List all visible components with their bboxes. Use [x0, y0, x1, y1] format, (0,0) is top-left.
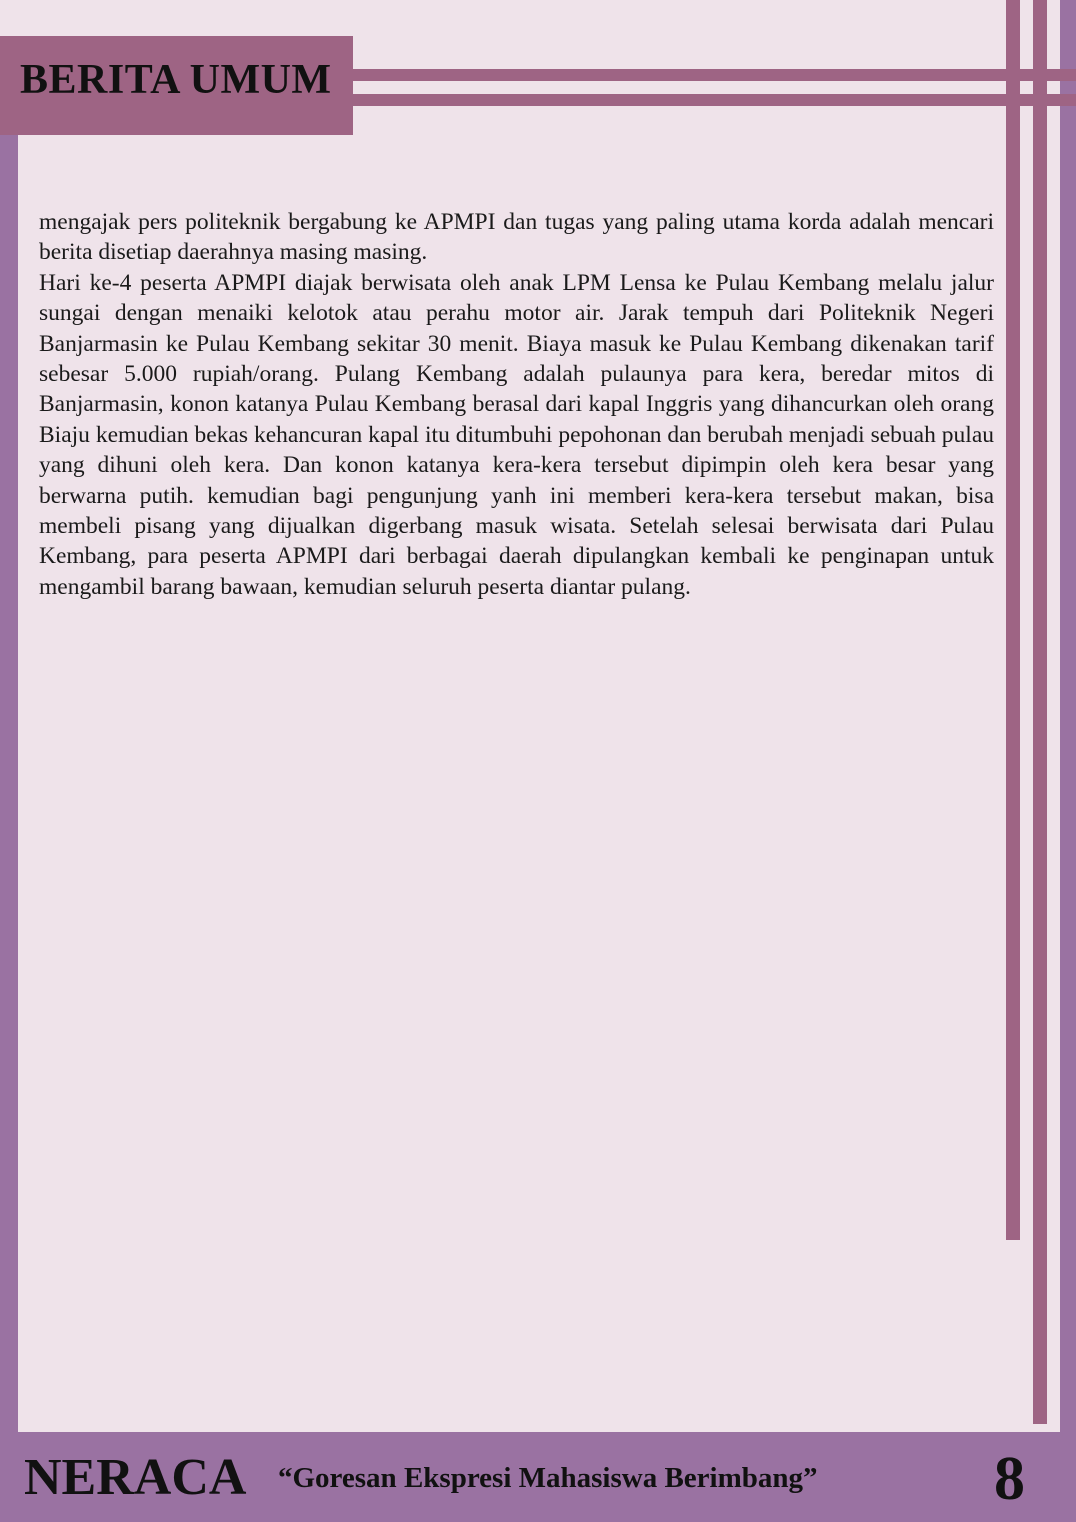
decorative-horizontal-bar-bottom: [353, 94, 1076, 106]
article-paragraph-1: mengajak pers politeknik bergabung ke APMPI dan tugas yang paling utama korda adalah mencari berita disetiap daerahnya masing masing.: [39, 209, 994, 266]
footer-tagline: “Goresan Ekspresi Mahasiswa Berimbang”: [278, 1462, 818, 1494]
decorative-horizontal-bar-top: [353, 69, 1076, 81]
decorative-vertical-bar-outer: [1033, 0, 1047, 1424]
page-number: 8: [994, 1445, 1025, 1513]
right-frame-border: [1060, 0, 1076, 1435]
left-frame-border: [0, 135, 18, 1435]
decorative-vertical-bar-inner: [1006, 0, 1020, 1240]
footer-brand: NERACA: [24, 1449, 247, 1506]
article-body: [39, 207, 994, 602]
section-title: BERITA UMUM: [20, 57, 332, 103]
article-paragraph-2: Hari ke-4 peserta APMPI diajak berwisata oleh anak LPM Lensa ke Pulau Kembang melalu jalur sungai dengan menaiki kelotok atau perahu motor air. Jarak tempuh dari Politeknik Negeri Banjarmasin ke Pulau Kembang sekitar 30 menit. Biaya masuk ke Pulau Kembang dikenakan tarif sebesar 5.000 rupiah/orang. Pulang Kembang adalah pulaunya para kera, beredar mitos di Banjarmasin, konon katanya Pulau Kembang berasal dari kapal Inggris yang dihancurkan oleh orang Biaju kemudian bekas kehancuran kapal itu ditumbuhi pepohonan dan berubah menjadi sebuah pulau yang dihuni oleh kera. Dan konon katanya kera-kera tersebut dipimpin oleh kera besar yang berwarna putih. kemudian bagi pengunjung yanh ini memberi kera-kera tersebut makan, bisa membeli pisang yang dijualkan digerbang masuk wisata. Setelah selesai berwisata dari Pulau Kembang, para peserta APMPI dari berbagai daerah dipulangkan kembali ke penginapan untuk mengambil barang bawaan, kemudian seluruh peserta diantar pulang.: [39, 269, 994, 600]
